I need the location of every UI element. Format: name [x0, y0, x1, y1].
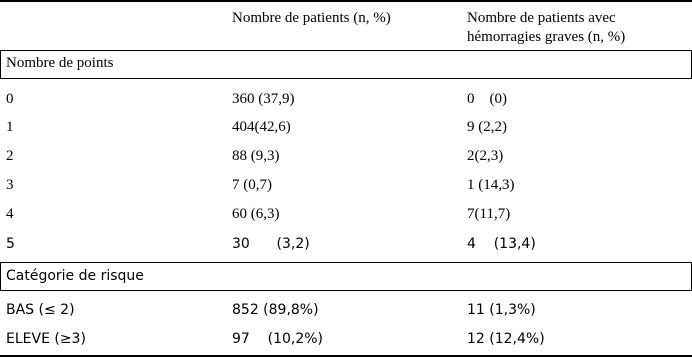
row-points-0-label: 0: [6, 91, 14, 107]
table-top-border: [0, 0, 692, 2]
row-points-0-patients: 360 (37,9): [232, 91, 295, 107]
row-points-2-patients: 88 (9,3): [232, 148, 280, 164]
row-points-1-hemorrhages: 9 (2,2): [467, 119, 507, 135]
row-risk-high-label: ELEVE (≥3): [6, 331, 86, 347]
row-risk-high-patients: 97 (10,2%): [232, 331, 324, 347]
row-points-3-label: 3: [6, 177, 14, 193]
row-points-5-patients: 30 (3,2): [232, 236, 310, 252]
row-points-3-patients: 7 (0,7): [232, 177, 272, 193]
row-risk-low-patients: 852 (89,8%): [232, 302, 319, 318]
header-hemorrhages-line1: Nombre de patients avec: [467, 10, 616, 26]
row-points-4-patients: 60 (6,3): [232, 206, 280, 222]
section-points-title: Nombre de points: [6, 55, 114, 71]
row-risk-high-hemorrhages: 12 (12,4%): [467, 331, 545, 347]
header-patients: Nombre de patients (n, %): [232, 10, 391, 26]
section-risk-divider: [0, 290, 692, 291]
row-points-1-patients: 404(42,6): [232, 119, 291, 135]
row-points-5-label: 5: [6, 236, 15, 252]
row-points-5-hemorrhages: 4 (13,4): [467, 236, 536, 252]
row-points-4-hemorrhages: 7(11,7): [467, 206, 511, 222]
row-points-0-hemorrhages: 0 (0): [467, 91, 507, 107]
section-risk-title: Catégorie de risque: [6, 268, 144, 284]
row-points-2-hemorrhages: 2(2,3): [467, 148, 504, 164]
row-risk-low-hemorrhages: 11 (1,3%): [467, 302, 536, 318]
row-points-3-hemorrhages: 1 (14,3): [467, 177, 515, 193]
table-bottom-border: [0, 355, 692, 357]
row-points-2-label: 2: [6, 148, 14, 164]
row-points-4-label: 4: [6, 206, 14, 222]
row-points-1-label: 1: [6, 119, 14, 135]
section-points-divider: [0, 78, 692, 79]
row-risk-low-label: BAS (≤ 2): [6, 302, 75, 318]
header-hemorrhages-line2: hémorragies graves (n, %): [467, 29, 626, 45]
